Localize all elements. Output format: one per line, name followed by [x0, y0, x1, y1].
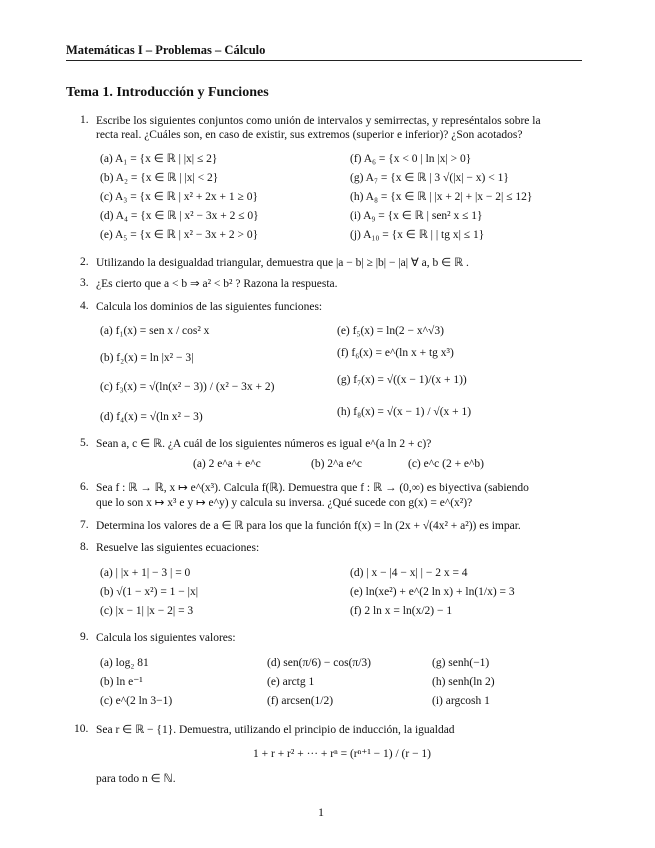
- list-item: (b) √(1 − x²) = 1 − |x|: [100, 586, 199, 598]
- problem-number: 6.: [80, 481, 89, 493]
- problem-number: 2.: [80, 256, 89, 268]
- problem-number: 3.: [80, 277, 89, 289]
- problem-text: Resuelve las siguientes ecuaciones:: [96, 542, 260, 554]
- list-item: (i) A₉ = {x ∈ ℝ | sen² x ≤ 1}: [350, 210, 483, 222]
- list-item: (f) f₆(x) = e^(ln x + tg x³): [337, 347, 454, 359]
- list-item: (f) A₆ = {x < 0 | ln |x| > 0}: [350, 153, 472, 165]
- page-header: Matemáticas I – Problemas – Cálculo: [66, 43, 266, 57]
- option: (b) 2^a e^c: [311, 458, 363, 470]
- header-rule: [66, 60, 582, 61]
- list-item: (g) f₇(x) = √((x − 1)/(x + 1)): [337, 374, 467, 386]
- section-title: Tema 1. Introducción y Funciones: [66, 85, 269, 100]
- list-item: (d) f₄(x) = √(ln x² − 3): [100, 411, 203, 423]
- problem-number: 7.: [80, 519, 89, 531]
- list-item: (d) | x − |4 − x| | − 2 x = 4: [350, 567, 468, 579]
- formula: 1 + r + r² + ··· + rⁿ = (rⁿ⁺¹ − 1) / (r − 1): [253, 748, 432, 760]
- problem-text: Calcula los siguientes valores:: [96, 632, 236, 644]
- list-item: (h) A₈ = {x ∈ ℝ | |x + 2| + |x − 2| ≤ 12}: [350, 191, 533, 203]
- problem-number: 4.: [80, 300, 89, 312]
- problem-text: que lo son x ↦ x³ e y ↦ e^y) y calcula su inversa. ¿Qué sucede con g(x) = e^(x²)?: [96, 497, 473, 509]
- list-item: (d) A₄ = {x ∈ ℝ | x² − 3x + 2 ≤ 0}: [100, 210, 259, 222]
- list-item: (i) argcosh 1: [432, 695, 490, 707]
- list-item: (b) f₂(x) = ln |x² − 3|: [100, 352, 194, 364]
- list-item: (c) A₃ = {x ∈ ℝ | x² + 2x + 1 ≥ 0}: [100, 191, 259, 203]
- list-item: (a) | |x + 1| − 3 | = 0: [100, 567, 191, 579]
- problem-number: 9.: [80, 631, 89, 643]
- list-item: (h) senh(ln 2): [432, 676, 495, 688]
- list-item: (e) ln(xe²) + e^(2 ln x) + ln(1/x) = 3: [350, 586, 515, 598]
- problem-text: Determina los valores de a ∈ ℝ para los que la función f(x) = ln (2x + √(4x² + a²)) es impar.: [96, 520, 521, 532]
- list-item: (e) arctg 1: [267, 676, 315, 688]
- list-item: (d) sen(π/6) − cos(π/3): [267, 657, 371, 669]
- option: (a) 2 e^a + e^c: [193, 458, 261, 470]
- problem-text: Sea r ∈ ℝ − {1}. Demuestra, utilizando el principio de inducción, la igualdad: [96, 724, 455, 736]
- problem-text: Sean a, c ∈ ℝ. ¿A cuál de los siguientes números es igual e^(a ln 2 + c)?: [96, 438, 432, 450]
- list-item: (c) |x − 1| |x − 2| = 3: [100, 605, 194, 617]
- problem-text: Escribe los siguientes conjuntos como unión de intervalos y semirrectas, y represéntalos sobre la: [96, 115, 541, 127]
- list-item: (f) arcsen(1/2): [267, 695, 334, 707]
- list-item: (g) senh(−1): [432, 657, 490, 669]
- list-item: (j) A₁₀ = {x ∈ ℝ | | tg x| ≤ 1}: [350, 229, 485, 241]
- page-number: 1: [318, 805, 324, 819]
- list-item: (e) A₅ = {x ∈ ℝ | x² − 3x + 2 > 0}: [100, 229, 259, 241]
- list-item: (g) A₇ = {x ∈ ℝ | 3 √(|x| − x) < 1}: [350, 172, 509, 184]
- problem-number: 5.: [80, 437, 89, 449]
- list-item: (h) f₈(x) = √(x − 1) / √(x + 1): [337, 406, 472, 418]
- problem-number: 8.: [80, 541, 89, 553]
- list-item: (a) A₁ = {x ∈ ℝ | |x| ≤ 2}: [100, 153, 218, 165]
- list-item: (b) ln e⁻¹: [100, 676, 143, 688]
- problem-number: 10.: [74, 723, 89, 735]
- problem-text: ¿Es cierto que a < b ⇒ a² < b² ? Razona la respuesta.: [96, 278, 338, 290]
- problem-text: Utilizando la desigualdad triangular, demuestra que |a − b| ≥ |b| − |a| ∀ a, b ∈ ℝ .: [96, 257, 469, 269]
- list-item: (f) 2 ln x = ln(x/2) − 1: [350, 605, 453, 617]
- problem-text: recta real. ¿Cuáles son, en caso de existir, sus extremos (superior e inferior)? ¿Son acotados?: [96, 129, 523, 141]
- list-item: (b) A₂ = {x ∈ ℝ | |x| < 2}: [100, 172, 219, 184]
- list-item: (c) f₃(x) = √(ln(x² − 3)) / (x² − 3x + 2): [100, 381, 275, 393]
- problem-text: para todo n ∈ ℕ.: [96, 773, 176, 785]
- list-item: (a) f₁(x) = sen x / cos² x: [100, 325, 210, 337]
- problem-text: Sea f : ℝ → ℝ, x ↦ e^(x³). Calcula f(ℝ). Demuestra que f : ℝ → (0,∞) es biyectiva (sabiendo: [96, 482, 529, 494]
- list-item: (c) e^(2 ln 3−1): [100, 695, 173, 707]
- problem-number: 1.: [80, 114, 89, 126]
- list-item: (e) f₅(x) = ln(2 − x^√3): [337, 325, 444, 337]
- list-item: (a) log₂ 81: [100, 657, 149, 669]
- problem-text: Calcula los dominios de las siguientes funciones:: [96, 301, 323, 313]
- option: (c) e^c (2 + e^b): [408, 458, 485, 470]
